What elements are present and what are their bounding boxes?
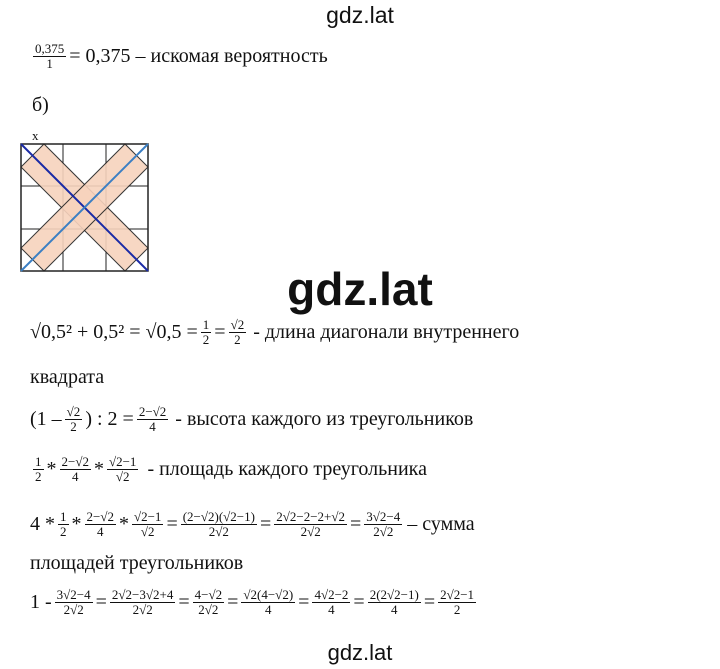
height-r-den: 4: [149, 418, 156, 434]
fraction-denominator: 1: [46, 55, 53, 71]
area-line: [30, 455, 427, 483]
f: √2: [140, 523, 155, 539]
f: 4√2−2: [314, 587, 349, 602]
f: √2−1: [133, 509, 162, 524]
sum-text: – сумма: [407, 512, 475, 535]
f: 1: [60, 509, 67, 524]
sum-lead: 4 *: [30, 512, 55, 535]
watermark-top: gdz.lat: [326, 2, 394, 28]
height-line: [30, 405, 473, 433]
diagonal-text-cont: квадрата: [30, 366, 105, 388]
watermark-middle: gdz.lat: [287, 263, 433, 315]
f: 2√2−2−2+√2: [276, 509, 346, 524]
probability-line: [30, 42, 328, 70]
f: 4: [265, 601, 272, 617]
f: 2√2: [63, 601, 84, 617]
area-b-num: 2−√2: [61, 454, 89, 469]
times: *: [93, 457, 104, 480]
f: 4: [96, 523, 104, 539]
result-num: √2: [230, 317, 245, 332]
f: 4: [328, 601, 335, 617]
figure-label: x: [32, 128, 39, 143]
height-mid: ) : 2 =: [85, 407, 134, 430]
f: 2: [60, 523, 67, 539]
f: 2: [453, 601, 461, 617]
f: 2√2: [208, 523, 229, 539]
diagonal-lhs: √0,5² + 0,5² = √0,5 =: [30, 320, 198, 343]
f: 2√2: [300, 523, 321, 539]
f: 2−√2: [86, 509, 114, 524]
area-b-den: 4: [71, 468, 79, 484]
probability-text: = 0,375 – искомая вероятность: [69, 44, 328, 67]
diagonal-text: - длина диагонали внутреннего: [253, 320, 520, 343]
area-a-num: 1: [35, 454, 42, 469]
f: 4−√2: [194, 587, 223, 602]
square-diagram: [20, 143, 150, 273]
sum-line: 4 * $\frac{1}{2}$ * $\frac{2-√2}{4}$ * $\frac{√2-1}{√2}$ = $\frac{(2-√2)(√2-1)}{2√2}$ = $\frac{2√2-2-2+√2}{2√2}$ = $\frac{3√2-4}{2√2}$ – сумма: [30, 509, 475, 539]
times: *: [46, 457, 57, 480]
height-r-num: 2−√2: [138, 404, 167, 419]
f: 2√2: [373, 523, 394, 539]
diagonal-line: [30, 318, 519, 346]
f: 2√2−3√2+4: [111, 587, 174, 602]
half-num: 1: [202, 317, 210, 332]
fraction-numerator: 0,375: [35, 41, 65, 56]
height-text: - высота каждого из треугольников: [175, 407, 474, 430]
f: 2√2−1: [440, 587, 475, 602]
f: 4: [391, 601, 398, 617]
area-c-den: √2: [115, 468, 130, 484]
area-c-num: √2−1: [108, 454, 137, 469]
part-label: б): [32, 94, 49, 116]
f: 3√2−4: [56, 587, 91, 602]
f: 2√2: [198, 601, 219, 617]
area-text: - площадь каждого треугольника: [147, 457, 427, 480]
height-f-num: √2: [66, 404, 81, 419]
watermark-bottom: gdz.lat: [327, 640, 393, 665]
area-a-den: 2: [35, 468, 42, 484]
sum-text-cont: площадей треугольников: [30, 552, 244, 574]
height-lhs: (1 –: [30, 407, 62, 430]
f: 2(2√2−1): [369, 587, 419, 602]
result-den: 2: [234, 331, 241, 347]
f: √2(4−√2): [243, 587, 294, 602]
f: (2−√2)(√2−1): [182, 509, 255, 524]
final-line: 1 - $\frac{3√2-4}{2√2}$ = $\frac{2√2-3√2+4}{2√2}$ = $\frac{4-√2}{2√2}$ = $\frac{√2(4-√2)}{4}$ = $\frac{4√2-2}{4}$ = $\frac{2(2√2-1)}{4}$ = $\frac{2√2-1}{2}$: [30, 587, 475, 617]
equals: =: [214, 320, 226, 343]
f: 3√2−4: [366, 509, 401, 524]
f: 2√2: [132, 601, 153, 617]
final-lead: 1 -: [30, 590, 52, 613]
height-f-den: 2: [70, 418, 77, 434]
half-den: 2: [202, 331, 210, 347]
